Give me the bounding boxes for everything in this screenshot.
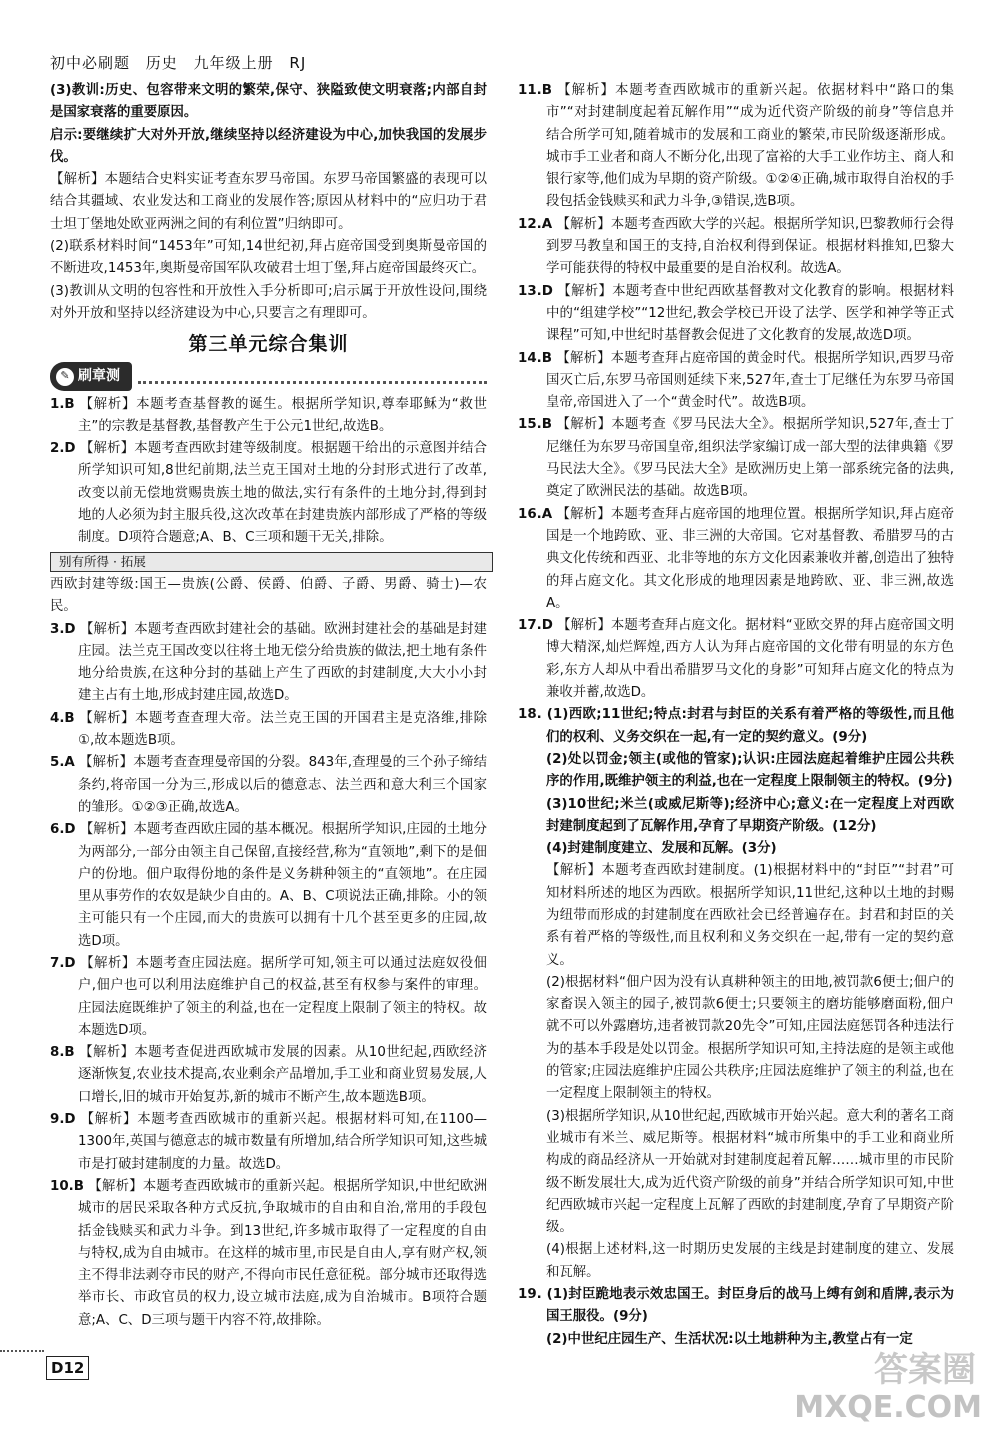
dotted-divider [138, 369, 487, 384]
chapter-test-badge [50, 362, 132, 390]
answer-item [50, 394, 487, 439]
answer-text: 【解析】本题考查促进西欧城市发展的因素。从10世纪起,西欧经济逐渐恢复,农业技术提高,农业剩余产品增加,手工业和商业贸易发展,人口增长,旧的城市开始复苏,新的城市不断产生,故本题选B项。 [78, 1045, 487, 1105]
answer-number: 1.B [50, 396, 75, 412]
left-column [50, 80, 487, 1332]
answer-number: 17.D [518, 618, 553, 634]
answer-text: 【解析】本题考查查理曼帝国的分裂。843年,查理曼的三个孙子缔结条约,将帝国一分为三,形成以后的德意志、法兰西和意大利三个国家的雏形。①②③正确,故选A。 [78, 755, 487, 815]
right-column [518, 80, 954, 1351]
answer-number: 13.D [518, 283, 553, 299]
extension-text: 西欧封建等级:国王—贵族(公爵、侯爵、伯爵、子爵、男爵、骑士)—农民。 [50, 576, 487, 615]
answer-item [50, 1109, 487, 1176]
answer-number: 19. [518, 1287, 542, 1303]
answer-item [50, 819, 487, 953]
answer-number: 8.B [50, 1045, 75, 1061]
badge-row [50, 362, 487, 392]
page-number: D12 [46, 1356, 89, 1380]
analysis-paragraph: 【解析】本题结合史料实证考查东罗马帝国。东罗马帝国繁盛的表现可以结合其疆域、农业发达和工商业的发展作答;原因从材料中的“应归功于君士坦丁堡地处欧亚两洲之间的有利位置”归纳即可。 [50, 172, 487, 232]
answer-item [50, 619, 487, 708]
answer-item [518, 80, 954, 214]
answer-item [518, 214, 954, 281]
answer-item [50, 438, 487, 549]
answer-number: 11.B [518, 83, 552, 98]
answer-item-18 [518, 704, 954, 749]
inspiration-paragraph: 启示:要继续扩大对外开放,继续坚持以经济建设为中心,加快我国的发展步伐。 [50, 127, 487, 165]
answer-text: 【解析】本题考查西欧城市的重新兴起。依据材料中“路口的集市”“对封建制度起着瓦解作用”“成为近代资产阶级的前身”等信息并结合所学可知,随着城市的发展和工商业的繁荣,市民阶级逐渐形成。城市手工业者和商人不断分化,出现了富裕的大手工业作坊主、商人和银行家等,他们成为早期的资产阶级。①②④正确,城市取得自治权的手段包括金钱赎买和武力斗争,③错误,选B项。 [546, 83, 954, 210]
answer-subpart: (2)中世纪庄园生产、生活状况:以土地耕种为主,教堂占有一定 [546, 1331, 913, 1347]
section-title: 第三单元综合集训 [188, 333, 349, 356]
answer-text: 【解析】本题考查拜占庭帝国的地理位置。根据所学知识,拜占庭帝国是一个地跨欧、亚、非三洲的大帝国。它对基督教、希腊罗马的古典文化传统和西亚、北非等地的东方文化因素兼收并蓄,创造出了独特的拜占庭文化。其文化形成的地理因素是地跨欧、亚、非三洲,故选A。 [546, 506, 954, 611]
answer-item [518, 615, 954, 704]
analysis-subpart: 【解析】本题考查西欧封建制度。(1)根据材料中的“封臣”“封君”可知材料所述的地区为西欧。根据所学知识,11世纪,这种以土地的封赐为纽带而形成的封建制度在西欧社会已经普遍存在。封君和封臣的关系有着严格的等级性,而且权利和义务交织在一起,带有一定的契约意义。 [546, 863, 954, 968]
answer-number: 14.B [518, 350, 552, 366]
subject-name: 历史 [145, 54, 178, 72]
answer-text: 【解析】本题考查西欧庄园的基本概况。根据所学知识,庄园的土地分为两部分,一部分由领主自己保留,直接经营,称为“直领地”,剩下的是佃户的份地。佃户取得份地的条件是义务耕种领主的“直领地”。在庄园里从事劳作的农奴是缺少自由的。A、B、C项说法正确,排除。小的领主可能只有一个庄园,而大的贵族可以拥有十几个甚至更多的庄园,故选D项。 [78, 822, 487, 949]
edition-name: RJ [289, 54, 307, 72]
answer-item [518, 348, 954, 415]
answer-number: 7.D [50, 955, 76, 971]
answer-number: 2.D [50, 441, 76, 457]
answer-item [518, 281, 954, 348]
answer-item [50, 1042, 487, 1109]
answer-text: 【解析】本题考查西欧城市的重新兴起。根据所学知识,中世纪欧洲城市的居民采取各种方式反抗,争取城市的自由和自治,常用的手段包括金钱赎买和武力斗争。到13世纪,许多城市取得了一定程度的自由与特权,成为自由城市。在这样的城市里,市民是自由人,享有财产权,领主不得非法剥夺市民的财产,不得向市民任意征税。部分城市还取得选举市长、市政官员的权力,设立城市法庭,成为自治城市。B项符合题意;A、C、D三项与题干内容不符,故排除。 [78, 1178, 487, 1328]
answer-text: 【解析】本题考查庄园法庭。据所学可知,领主可以通过法庭奴役佃户,佃户也可以利用法庭维护自己的权益,甚至有权参与案件的审理。庄园法庭既维护了领主的利益,也在一定程度上限制了领主的特权。故本题选D项。 [78, 955, 487, 1038]
answer-text: 【解析】本题考查查理大帝。法兰克王国的开国君主是克洛维,排除①,故本题选B项。 [78, 710, 487, 749]
answer-item [50, 953, 487, 1042]
page-header [50, 52, 316, 73]
answer-item [518, 414, 954, 503]
answer-item-19 [518, 1284, 954, 1329]
answer-number: 15.B [518, 417, 552, 433]
answer-item [50, 752, 487, 819]
answer-text: 【解析】本题考查西欧封建等级制度。根据题干给出的示意图并结合所学知识可知,8世纪前期,法兰克王国对土地的分封形式进行了改革,改变以前无偿地赏赐贵族土地的做法,实行有条件的土地分封,得到封地的人必须为封主服兵役,这次改革在封建贵族内部形成了严格的等级制度。D项符合题意;A、B、C三项和题干无关,排除。 [78, 441, 488, 546]
analysis-paragraph: (3)教训从文明的包容性和开放性入手分析即可;启示属于开放性设问,围绕对外开放和坚持以经济建设为中心,只要言之有理即可。 [50, 283, 487, 321]
series-name: 初中必刷题 [50, 54, 131, 72]
answer-number: 9.D [50, 1112, 76, 1128]
answer-number: 16.A [518, 506, 553, 522]
badge-label: 刷章测 [78, 368, 120, 385]
answer-text: 【解析】本题考查西欧封建社会的基础。欧洲封建社会的基础是封建庄园。法兰克王国改变以往将土地无偿分给贵族的做法,把土地有条件地分给贵族,在这种分封的基础上产生了西欧的封建制度,大大小小封建主占有土地,形成封建庄园,故选D。 [78, 621, 488, 704]
analysis-paragraph: (2)联系材料时间“1453年”可知,14世纪初,拜占庭帝国受到奥斯曼帝国的不断进攻,1453年,奥斯曼帝国军队攻破君士坦丁堡,拜占庭帝国最终灭亡。 [50, 239, 487, 277]
answer-text: 【解析】本题考查《罗马民法大全》。根据所学知识,527年,查士丁尼继任为东罗马帝国皇帝,组织法学家编订成一部大型的法律典籍《罗马民法大全》。《罗马民法大全》是欧洲历史上第一部系统完备的法典,奠定了欧洲民法的基础。故选B项。 [546, 417, 955, 500]
answer-text: 【解析】本题考查拜占庭文化。据材料“亚欧交界的拜占庭帝国文明博大精深,灿烂辉煌,西方人认为拜占庭帝国的文化带有明显的东方色彩,东方人却从中看出希腊罗马文化的身影”可知拜占庭文化的特点为兼收并蓄,故选D。 [546, 618, 954, 701]
analysis-subpart: (2)根据材料“佃户因为没有认真耕种领主的田地,被罚款6便士;佃户的家畜误入领主的园子,被罚款6便士;只要领主的磨坊能够磨面粉,佃户就不可以外露磨坊,违者被罚款20先令”可知,庄园法庭惩罚各种违法行为的基本手段是处以罚金。根据所学知识可知,主持法庭的是领主或他的管家;庄园法庭维护庄园公共秩序;庄园法庭维护了领主的利益,也在一定程度上限制领主的特权。 [546, 974, 954, 1102]
answer-subpart: (2)处以罚金;领主(或他的管家);认识:庄园法庭起着维护庄园公共秩序的作用,既维护领主的利益,也在一定程度上限制领主的特权。(9分) [546, 751, 954, 790]
answer-text: 【解析】本题考查西欧城市的重新兴起。根据材料可知,在1100—1300年,英国与德意志的城市数量有所增加,结合所学知识可知,这些城市是打破封建制度的力量。故选D。 [78, 1112, 487, 1172]
answer-text: 【解析】本题考查基督教的诞生。根据所学知识,尊奉耶稣为“救世主”的宗教是基督教,基督教产生于公元1世纪,故选B。 [78, 396, 487, 434]
answer-item [50, 708, 487, 753]
answer-text: 【解析】本题考查西欧大学的兴起。根据所学知识,巴黎教师行会得到罗马教皇和国王的支持,自治权利得到保证。根据材料推知,巴黎大学可能获得的特权中最重要的是自治权利。故选A。 [546, 216, 954, 277]
answer-text: (1)封臣跪地表示效忠国王。封臣身后的战马上缚有剑和盾牌,表示为国王服役。(9分) [546, 1287, 954, 1325]
answer-subpart: (4)封建制度建立、发展和瓦解。(3分) [546, 841, 777, 857]
answer-number: 10.B [50, 1178, 84, 1194]
analysis-subpart: (4)根据上述材料,这一时期历史发展的主线是封建制度的建立、发展和瓦解。 [546, 1242, 954, 1280]
answer-text: 【解析】本题考查拜占庭帝国的黄金时代。根据所学知识,西罗马帝国灭亡后,东罗马帝国则延续下来,527年,查士丁尼继任为东罗马帝国皇帝,帝国进入了一个“黄金时代”。故选B项。 [546, 350, 954, 411]
lesson-paragraph: (3)教训:历史、包容带来文明的繁荣,保守、狭隘致使文明衰落;内部自封是国家衰落的重要原因。 [50, 83, 487, 121]
answer-text: (1)西欧;11世纪;特点:封君与封臣的关系有着严格的等级性,而且他们的权利、义务交织在一起,有一定的契约意义。(9分) [546, 707, 954, 745]
answer-number: 5.A [50, 755, 75, 771]
answer-number: 18. [518, 707, 542, 723]
answer-item [518, 504, 954, 615]
footer-dotted-line [0, 1350, 44, 1352]
answer-number: 4.B [50, 710, 75, 726]
watermark-url: MXQE.COM [794, 1390, 982, 1425]
pen-icon: ✎ [56, 368, 74, 386]
watermark-logo-text: 答案圈 [874, 1350, 976, 1390]
analysis-subpart: (3)根据所学知识,从10世纪起,西欧城市开始兴起。意大利的著名工商业城市有米兰、威尼斯等。根据材料“城市所集中的手工业和商业所构成的商品经济从一开始就对封建制度起着瓦解……城市里的市民阶级不断发展壮大,成为近代资产阶级的前身”并结合所学知识可知,中世纪西欧城市兴起一定程度上瓦解了西欧的封建制度,孕育了早期资产阶级。 [546, 1108, 954, 1236]
answer-number: 12.A [518, 216, 553, 232]
extension-label: 别有所得 · 拓展 [50, 552, 493, 572]
answer-text: 【解析】本题考查中世纪西欧基督教对文化教育的影响。根据材料中的“组建学校”“12世纪,教会学校已开设了法学、医学和神学等正式课程”可知,中世纪时基督教会促进了文化教育的发展,故选D项。 [546, 283, 954, 344]
answer-item [50, 1176, 487, 1332]
answer-number: 6.D [50, 822, 76, 838]
answer-number: 3.D [50, 621, 76, 637]
answer-subpart: (3)10世纪;米兰(或威尼斯等);经济中心;意义:在一定程度上对西欧封建制度起到了瓦解作用,孕育了早期资产阶级。(12分) [546, 796, 954, 834]
grade-name: 九年级上册 [193, 54, 274, 72]
